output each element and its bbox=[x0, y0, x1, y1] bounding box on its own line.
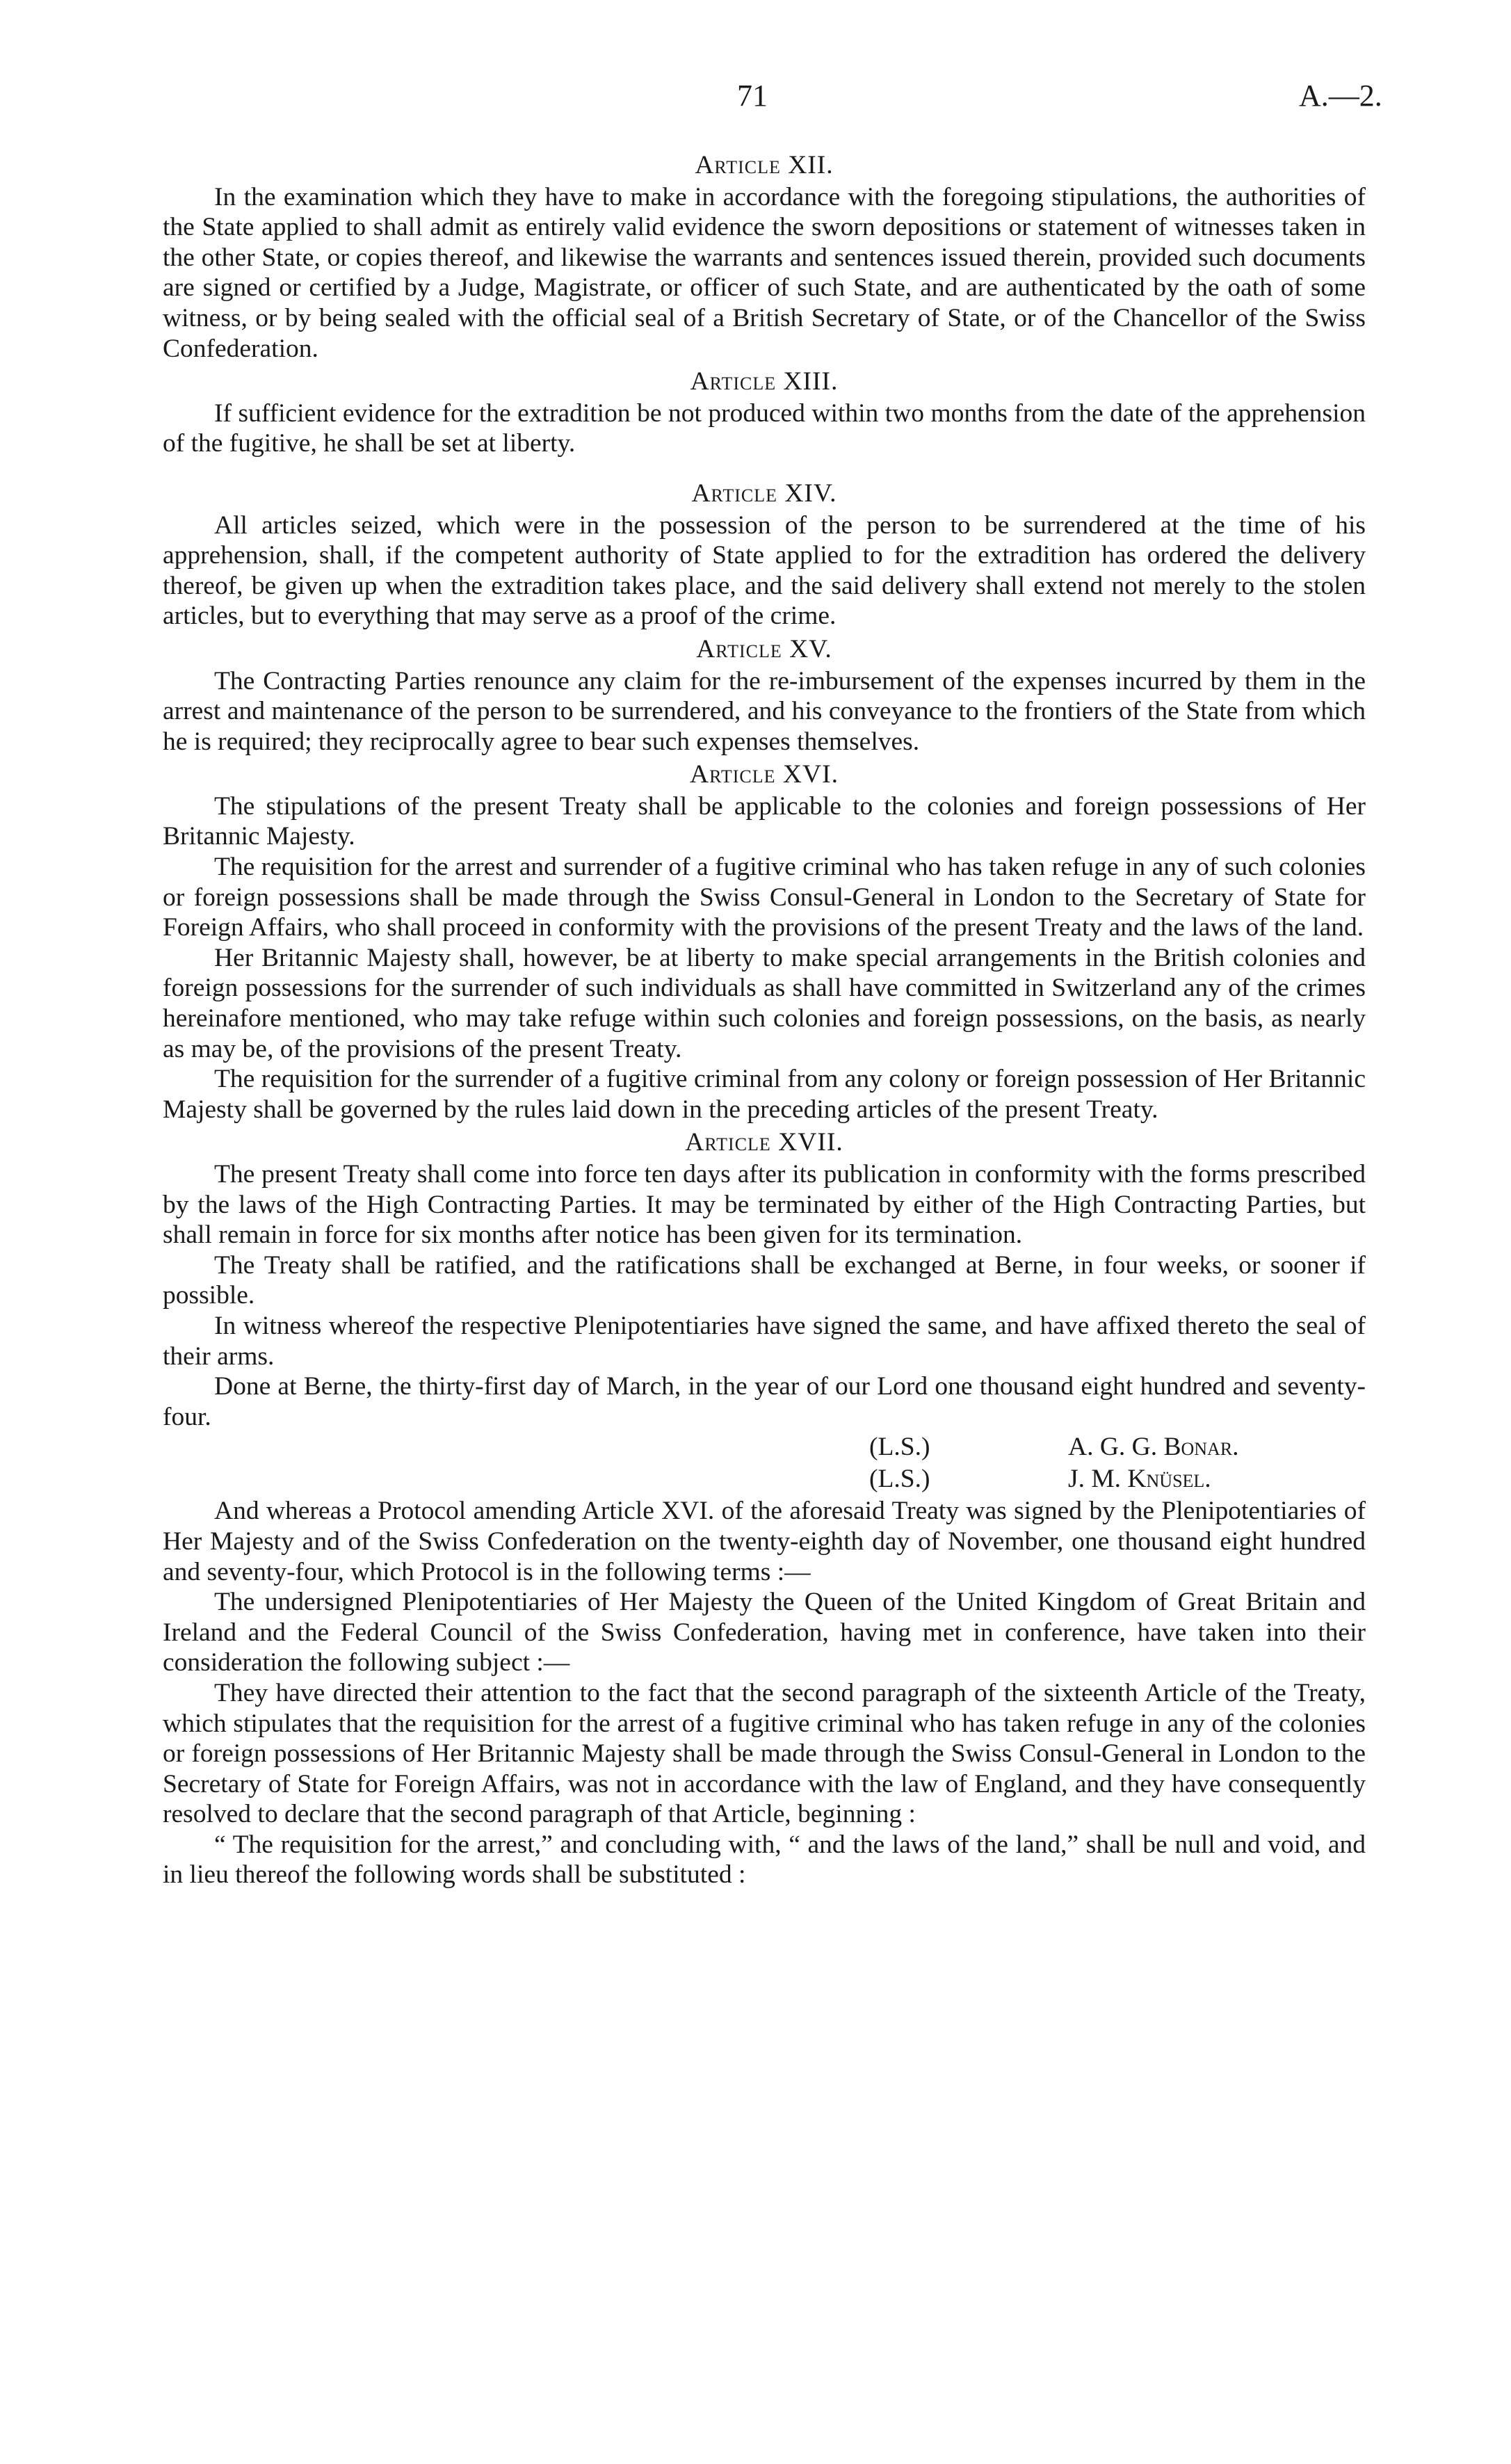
signature-line bbox=[163, 1464, 1366, 1496]
signatory-name: J. M. Knüsel. bbox=[1068, 1465, 1211, 1494]
paragraph: The present Treaty shall come into force ten days after its publication in conformity with the forms prescribed by the laws of the High Contracting Parties. It may be terminated by either of the High Contracting Parties, but shall remain in force for six months after notice has been given for its termination. bbox=[163, 1160, 1366, 1250]
page-number: 71 bbox=[737, 79, 768, 113]
paragraph: The requisition for the surrender of a fugitive criminal from any colony or foreign possession of Her Britannic Majesty shall be governed by the rules laid down in the preceding articles of the present Treaty. bbox=[163, 1065, 1366, 1124]
paragraph: The Treaty shall be ratified, and the ratifications shall be exchanged at Berne, in four weeks, or sooner if possible. bbox=[163, 1250, 1366, 1310]
paragraph: The Contracting Parties renounce any claim for the re-imbursement of the expenses incurred by them in the arrest and maintenance of the person to be surrendered, and his conveyance to the frontiers of the State from which he is required; they reciprocally agree to bear such expenses themselves. bbox=[163, 666, 1366, 756]
seal-mark: (L.S.) bbox=[869, 1465, 930, 1494]
paragraph: In the examination which they have to make in accordance with the foregoing stipulations, the authorities of the State applied to shall admit as entirely valid evidence the sworn depositions or statement of witnesses taken in the other State, or copies thereof, and likewise the warrants and sentences issued therein, provided such documents are signed or certified by a Judge, Magistrate, or officer of such State, and are authenticated by the oath of some witness, or by being sealed with the official seal of a British Secretary of State, or of the Chancellor of the Swiss Confederation. bbox=[163, 182, 1366, 363]
paragraph: The undersigned Plenipotentiaries of Her Majesty the Queen of the United Kingdom of Great Britain and Ireland and the Federal Council of the Swiss Confederation, having met in conference, have taken into their consideration the following subject :— bbox=[163, 1588, 1366, 1677]
paragraph: In witness whereof the respective Plenipotentiaries have signed the same, and have affixed thereto the seal of their arms. bbox=[163, 1311, 1366, 1371]
seal-mark: (L.S.) bbox=[869, 1433, 930, 1462]
paragraph: If sufficient evidence for the extradition be not produced within two months from the date of the apprehension of the fugitive, he shall be set at liberty. bbox=[163, 398, 1366, 458]
article-heading: Article XIII. bbox=[690, 367, 839, 396]
article-heading: Article XIV. bbox=[691, 478, 837, 508]
article-heading: Article XVII. bbox=[685, 1128, 843, 1157]
signature-line bbox=[163, 1432, 1366, 1464]
paragraph: The stipulations of the present Treaty shall be applicable to the colonies and foreign possessions of Her Britannic Majesty. bbox=[163, 791, 1366, 851]
document-body bbox=[163, 147, 1366, 1890]
article-heading: Article XV. bbox=[696, 634, 832, 663]
article-heading: Article XII. bbox=[695, 151, 834, 179]
paragraph: And whereas a Protocol amending Article XVI. of the aforesaid Treaty was signed by the Plenipotentiaries of Her Majesty and of the Swiss Confederation on the twenty-eighth day of November, one thousand eight hundred and seventy-four, which Protocol is in the following terms :— bbox=[163, 1497, 1366, 1586]
paragraph: Done at Berne, the thirty-first day of March, in the year of our Lord one thousand eight hundred and seventy-four. bbox=[163, 1372, 1366, 1431]
signatory-name: A. G. G. Bonar. bbox=[1068, 1433, 1239, 1462]
paragraph: They have directed their attention to the fact that the second paragraph of the sixteenth Article of the Treaty, which stipulates that the requisition for the arrest of a fugitive criminal who has taken refuge in any of the colonies or foreign possessions of Her Britannic Majesty shall be made through the Swiss Consul-General in London to the Secretary of State for Foreign Affairs, was not in accordance with the law of England, and they have consequently resolved to declare that the second paragraph of that Article, beginning : bbox=[163, 1678, 1366, 1829]
paragraph: Her Britannic Majesty shall, however, be at liberty to make special arrangements in the British colonies and foreign possessions for the surrender of such individuals as shall have committed in Switzerland any of the crimes hereinafore mentioned, who may take refuge within such colonies and foreign possessions, on the basis, as nearly as may be, of the provisions of the present Treaty. bbox=[163, 943, 1366, 1063]
article-heading: Article XVI. bbox=[690, 760, 839, 789]
paragraph: The requisition for the arrest and surrender of a fugitive criminal who has taken refuge in any of such colonies or foreign possessions shall be made through the Swiss Consul-General in London to the Secretary of State for Foreign Affairs, who shall proceed in conformity with the provisions of the present Treaty and the laws of the land. bbox=[163, 853, 1366, 942]
document-reference: A.—2. bbox=[1299, 79, 1382, 113]
paragraph: “ The requisition for the arrest,” and concluding with, “ and the laws of the land,” shall be null and void, and in lieu thereof the following words shall be substituted : bbox=[163, 1830, 1366, 1890]
paragraph: All articles seized, which were in the possession of the person to be surrendered at the time of his apprehension, shall, if the competent authority of State applied to for the extradition has ordered the delivery thereof, be given up when the extradition takes place, and the said delivery shall extend not merely to the stolen articles, but to everything that may serve as a proof of the crime. bbox=[163, 510, 1366, 631]
